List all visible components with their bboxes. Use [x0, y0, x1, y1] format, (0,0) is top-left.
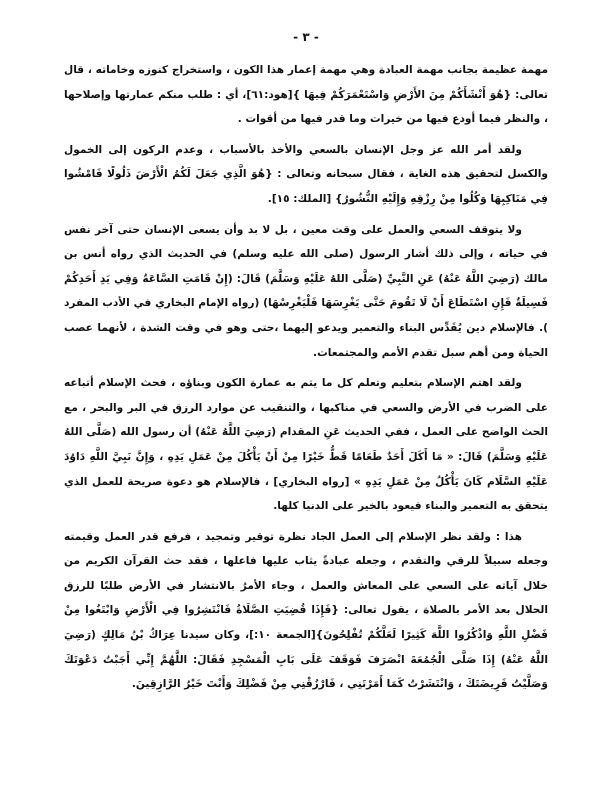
document-page — [64, 30, 548, 703]
paragraph-3: ولا يتوقف السعي والعمل على وقت معين ، بل لا بد وأن يسعى الإنسان حتى آخر نفس في حياته ، وإلى ذلك أشار الرسول (صلى الله عليه وسلم) في الحديث الذي رواه أنس بن مالك (رَضِيَ اللَّهُ عَنْهُ) عَنِ النَّبِيِّ (صَلَّى اللهُ عَلَيْهِ وَسَلَّمَ) قَالَ: (إِنْ قَامَتِ السَّاعَةُ وَفِي يَدِ أَحَدِكُمْ فَسِيلَةٌ فَإِنِ اسْتَطَاعَ أَنْ لَا تَقُومَ حَتَّى يَغْرِسَهَا فَلْيَغْرِسْهَا) (رواه الإمام البخاري في الأدب المفرد ). فالإسلام دين يُقَدِّس البناء والتعمير ويدعو إليهما ،حتى وهو في وقت الشدة ، لأنهما عصب الحياة ومن أهم سبل تقدم الأمم والمجتمعات. — [64, 223, 548, 359]
paragraph-5: هذا : ولقد نظر الإسلام إلى العمل الجاد نظرة توقير وتمجيد ، فرفع قدر العمل وقيمته وجعله سبيلاً للرقي والتقدم ، وجعله عبادةً يثاب عليها فاعلها ، فقد حث القرآن الكريم من خلال آياته على السعي على المعاش والعمل ، وجاء الأمرُ بالانتشار في الأرض طلبًا للرزق الحلال بعد الأمر بالصلاة ، يقول تعالى: {فَإِذَا قُضِيَتِ الصَّلَاةُ فَانْتَشِرُوا فِي الْأَرْضِ وَابْتَغُوا مِنْ فَضْلِ اللَّهِ وَاذْكُرُوا اللَّهَ كَثِيرًا لَعَلَّكُمْ تُفْلِحُونَ}[الجمعة ١٠:]، وكان سيدنا عِرَاكُ بْنُ مَالِكٍ (رَضِيَ اللَّهُ عَنْهُ) إِذَا صَلَّى الْجُمُعَةَ انْصَرَفَ فَوَقَفَ عَلَى بَابِ الْمَسْجِدِ فَقَالَ: اللَّهُمَّ إِنِّي أَجَبْتُ دَعْوَتَكَ وَصَلَّيْتُ فَرِيضَتَكَ ، وَانْتَشَرْتُ كَمَا أَمَرْتَنِي ، فَارْزُقْنِي مِنْ فَضْلِكَ وَأَنْتَ خَيْرُ الرَّازِقِينَ. — [64, 530, 548, 691]
page-number: - ٣ - — [293, 30, 319, 44]
paragraph-4: ولقد اهتم الإسلام بتعليم وتعلم كل ما يتم به عمارة الكون وبناؤه ، فحث الإسلام أتباعه على الضرب في الأرض والسعي في مناكبها ، والتنقيب عن موارد الرزق في البر والبحر ، مع الحث الواضح على العمل ، ففي الحديث عَنِ المقدام (رَضِيَ اللَّهُ عَنْهُ) أن رسول الله (صَلَّى اللهُ عَلَيْهِ وَسَلَّمَ) قَالَ: « مَا أَكَلَ أَحَدٌ طَعَامًا قَطُّ خَيْرًا مِنْ أَنْ يَأْكُلَ مِنْ عَمَلِ يَدِهِ ، وَإِنَّ نَبِيَّ اللَّهِ دَاوُدَ عَلَيْهِ السَّلَام كَانَ يَأْكُلُ مِنْ عَمَلِ يَدِهِ » [رواه البخاري] ، فالإسلام هو دعوة صريحة للعمل الذي يتحقق به التعمير والبناء فيعود بالخير على الدنيا كلها. — [64, 377, 548, 513]
paragraph-2: ولقد أمر الله عز وجل الإنسان بالسعي والأخذ بالأسباب ، وعدم الركون إلى الخمول والكسل لتحقيق هذه الغاية ، فقال سبحانه وتعالى : {هُوَ الَّذِي جَعَلَ لَكُمُ الْأَرْضَ ذَلُولًا فَامْشُوا فِي مَنَاكِبِهَا وَكُلُوا مِنْ رِزْقِهِ وَإِلَيْهِ النُّشُورُ} [الملك: ١٥]. — [64, 143, 548, 205]
paragraph-1: مهمة عظيمة بجانب مهمة العبادة وهي مهمة إعمار هذا الكون ، واستخراج كنوزه وخاماته ، قال تعالى: {هُوَ أَنْشَأَكُمْ مِنَ الأَرْضِ وَاسْتَعْمَرَكُمْ فِيهَا }[هود:٦١]، أي : طلب منكم عمارتها وإصلاحها ، والنظر فيما أودع فيها من خيرات وما قدر فيها من أقوات . — [64, 64, 548, 126]
